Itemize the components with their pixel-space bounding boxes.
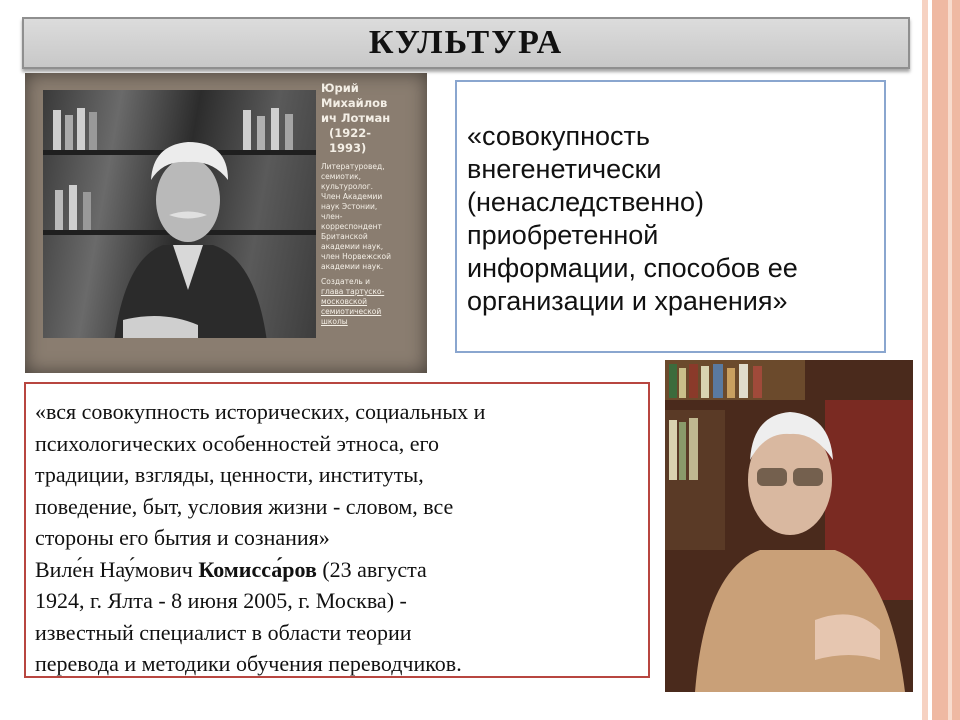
bio-line: перевода и методики обучения переводчиков. bbox=[35, 651, 462, 676]
lotman-photo bbox=[43, 90, 316, 338]
quote-line: «вся совокупность исторических, социальных и bbox=[35, 399, 486, 424]
lotman-name-line: Михайлов bbox=[321, 96, 388, 110]
author-last-name: Комисса́ров bbox=[198, 556, 317, 582]
quote-line: традиции, взгляды, ценности, институты, bbox=[35, 462, 424, 487]
lotman-description-line: Член Академии bbox=[321, 192, 383, 201]
lotman-description-line: корреспондент bbox=[321, 222, 382, 231]
lotman-years: 1993) bbox=[329, 141, 367, 155]
komissarov-quote-text bbox=[35, 396, 645, 680]
lotman-description-line: член- bbox=[321, 212, 343, 221]
komissarov-photo bbox=[665, 360, 913, 692]
lotman-school-line: Создатель и bbox=[321, 277, 371, 286]
komissarov-author-line bbox=[35, 554, 645, 586]
lotman-name-line: ич Лотман bbox=[321, 111, 391, 125]
lotman-quote-text: «совокупность внегенетически (ненаследственно) приобретенной информации, способов ее организации и хранения» bbox=[467, 121, 798, 316]
lotman-caption bbox=[321, 81, 423, 327]
lotman-figure-illustration bbox=[103, 120, 273, 338]
komissarov-quote-box bbox=[24, 382, 650, 678]
lotman-description-line: академии наук, bbox=[321, 242, 384, 251]
lotman-description-line: Литературовед, bbox=[321, 162, 385, 171]
quote-line: стороны его бытия и сознания» bbox=[35, 525, 330, 550]
author-bio-start: (23 августа bbox=[316, 556, 427, 582]
lotman-school-line: семиотической bbox=[321, 307, 382, 316]
title-bar bbox=[22, 17, 910, 69]
lotman-description-line: наук Эстонии, bbox=[321, 202, 378, 211]
author-first-name: Виле́н Нау́мович bbox=[35, 556, 199, 582]
lotman-description-line: Британской bbox=[321, 232, 368, 241]
decor-stripe-right bbox=[932, 0, 960, 720]
lotman-name-line: Юрий bbox=[321, 81, 359, 95]
komissarov-figure-illustration bbox=[665, 360, 913, 692]
decor-stripe-left bbox=[922, 0, 928, 720]
decor-stripe-thin bbox=[948, 0, 952, 720]
lotman-description-line: член Норвежской bbox=[321, 252, 392, 261]
lotman-school-line: московской bbox=[321, 297, 368, 306]
slide-title: КУЛЬТУРА bbox=[368, 24, 564, 61]
lotman-description-line: семиотик, bbox=[321, 172, 362, 181]
lotman-portrait-card bbox=[25, 73, 427, 373]
lotman-quote-box bbox=[455, 80, 886, 353]
lotman-years: (1922- bbox=[329, 126, 372, 140]
lotman-school-line: глава тартуско- bbox=[321, 287, 385, 296]
bio-line: 1924, г. Ялта - 8 июня 2005, г. Москва) - bbox=[35, 588, 407, 613]
quote-line: поведение, быт, условия жизни - словом, все bbox=[35, 493, 454, 519]
bio-line: известный специалист в области теории bbox=[35, 619, 412, 645]
lotman-description-line: культуролог. bbox=[321, 182, 374, 191]
lotman-description-line: академии наук. bbox=[321, 262, 384, 271]
lotman-school-line: школы bbox=[321, 317, 348, 326]
quote-line: психологических особенностей этноса, его bbox=[35, 430, 439, 456]
